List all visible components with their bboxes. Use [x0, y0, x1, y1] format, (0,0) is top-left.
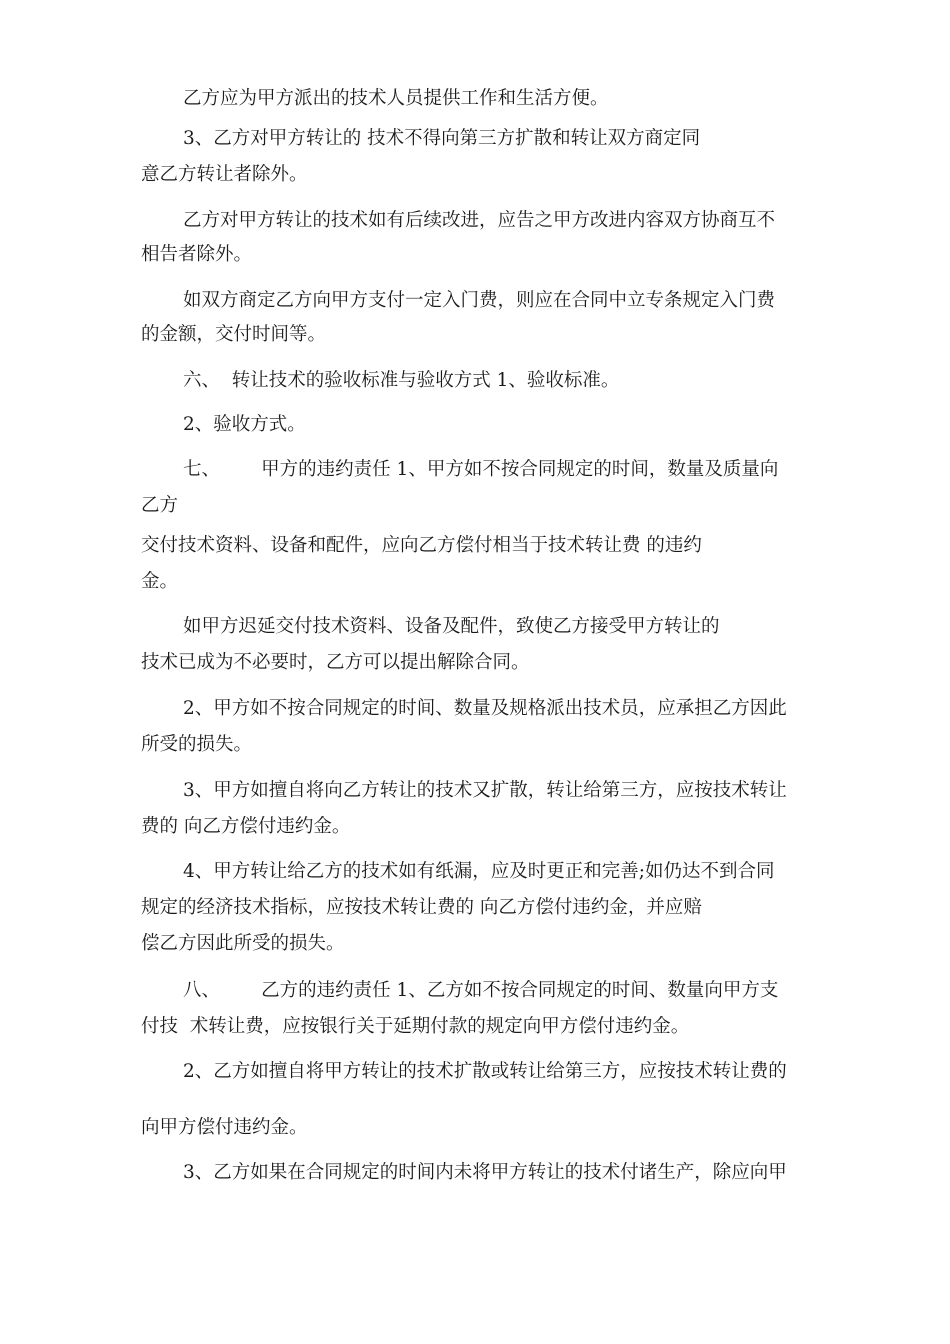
paragraph-line: 金。	[141, 571, 179, 592]
paragraph-line: 意乙方转让者除外。	[141, 164, 308, 185]
paragraph-line: 3、乙方对甲方转让的 技术不得向第三方扩散和转让双方商定同	[183, 128, 701, 149]
paragraph-line: 所受的损失。	[141, 734, 253, 755]
paragraph-line: 向甲方偿付违约金。	[141, 1117, 308, 1138]
paragraph-line: 3、甲方如擅自将向乙方转让的技术又扩散，转让给第三方，应按技术转让	[183, 780, 787, 801]
paragraph-line: 付技 术转让费，应按银行关于延期付款的规定向甲方偿付违约金。	[141, 1016, 690, 1037]
paragraph-line: 如双方商定乙方向甲方支付一定入门费，则应在合同中立专条规定入门费	[183, 290, 776, 311]
paragraph-line: 规定的经济技术指标，应按技术转让费的 向乙方偿付违约金，并应赔	[141, 897, 702, 918]
paragraph-line: 技术已成为不必要时，乙方可以提出解除合同。	[141, 652, 530, 673]
section-heading-line: 七、 甲方的违约责任 1、甲方如不按合同规定的时间，数量及质量向	[183, 459, 779, 480]
paragraph-line: 2、验收方式。	[183, 414, 306, 435]
paragraph-line: 乙方	[141, 495, 179, 516]
paragraph-line: 费的 向乙方偿付违约金。	[141, 816, 351, 837]
paragraph-line: 乙方应为甲方派出的技术人员提供工作和生活方便。	[183, 88, 609, 109]
paragraph-line: 3、乙方如果在合同规定的时间内未将甲方转让的技术付诸生产，除应向甲	[183, 1162, 787, 1183]
section-heading-line: 六、 转让技术的验收标准与验收方式 1、验收标准。	[183, 370, 620, 391]
paragraph-line: 2、甲方如不按合同规定的时间、数量及规格派出技术员，应承担乙方因此	[183, 698, 787, 719]
paragraph-line: 偿乙方因此所受的损失。	[141, 933, 345, 954]
paragraph-line: 乙方对甲方转让的技术如有后续改进，应告之甲方改进内容双方协商互不	[183, 210, 776, 231]
paragraph-line: 2、乙方如擅自将甲方转让的技术扩散或转让给第三方，应按技术转让费的	[183, 1061, 787, 1082]
section-heading-line: 八、 乙方的违约责任 1、乙方如不按合同规定的时间、数量向甲方支	[183, 980, 779, 1001]
paragraph-line: 的金额，交付时间等。	[141, 324, 327, 345]
paragraph-line: 相告者除外。	[141, 244, 253, 265]
paragraph-line: 交付技术资料、设备和配件，应向乙方偿付相当于技术转让费 的违约	[141, 535, 702, 556]
paragraph-line: 如甲方迟延交付技术资料、设备及配件，致使乙方接受甲方转让的	[183, 616, 720, 637]
paragraph-line: 4、甲方转让给乙方的技术如有纸漏，应及时更正和完善;如仍达不到合同	[183, 861, 775, 882]
